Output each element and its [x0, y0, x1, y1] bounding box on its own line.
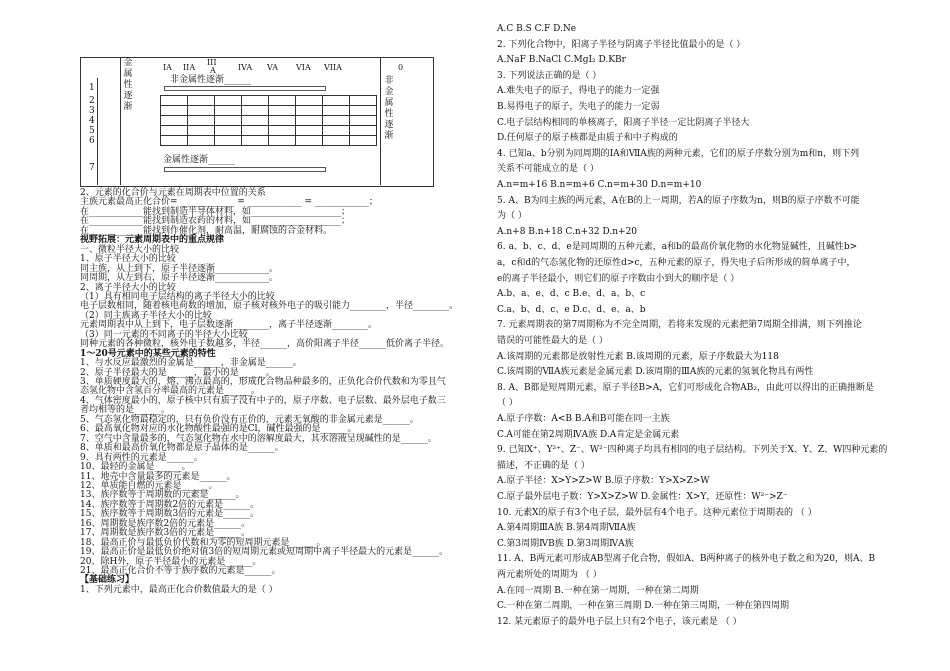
top-arrow-label: 非金属性逐渐______ — [170, 75, 252, 85]
left-line: 11、地壳中含量最多的元素是______。 — [80, 471, 236, 482]
left-line: 9、具有两性的元素是______。 — [80, 452, 203, 463]
right-line: 5. A、B为同主族的两元素，A在B的上一周期，若A的原子序数为n，则B的原子序数不可能 — [497, 195, 860, 206]
right-line: C.该周期的ⅦA族元素是金属元素 D.该周期的ⅢA族的元素的氢氧化物具有两性 — [497, 367, 814, 378]
right-line: 4. 已知a、b分别为同周期的ⅠA和ⅦA族的两种元素，它们的原子序数分别为m和n，则下列 — [497, 148, 860, 159]
right-line: A.n=m+16 B.n=m+6 C.n=m+30 D.n=m+10 — [497, 180, 702, 190]
left-line: 15、族序数等于周期数3倍的元素是______。 — [80, 509, 260, 520]
left-line: 在____________能找到作催化剂，耐高温，耐腐蚀的合金材料。 — [80, 225, 333, 236]
right-line: 10. 元素X的原子有3个电子层，最外层有4个电子。这种元素位于周期表的 （ ） — [497, 507, 817, 518]
left-line: 视野拓展：元素周期表中的重点规律 — [80, 235, 225, 246]
right-line: 7. 元素周期表的第7周期称为不完全周期，若将来发现的元素把第7周期全排满，则下列推论 — [497, 320, 862, 331]
left-line: 10、最轻的金属是______。 — [80, 462, 191, 473]
group-label-VA: VA — [267, 63, 279, 72]
right-line: 11. A、B两元素可形成AB型离子化合物，假如A、B两种离子的核外电子数之和为20，则A、B — [497, 554, 876, 565]
right-line: 12. 某元素原子的最外电子层上只有2个电子，该元素是 （ ） — [497, 616, 742, 627]
left-line: 8、单质和最高价氧化物都是原子晶体的是______。 — [80, 443, 284, 454]
right-line: A.第4周期ⅢA族 B.第4周期ⅦA族 — [497, 523, 636, 534]
left-line: （1）具有相同电子层结构的离子半径大小的比较 — [80, 291, 275, 302]
left-line: 在____________能找到制造农药的材料，如____________________； — [80, 216, 351, 227]
period-2: 2 — [89, 96, 95, 106]
right-line: 两元素所处的周期为 （ ） — [497, 570, 602, 580]
left-line: 电子层数相同，随着核电荷数的增加，原子核对核外电子的吸引能力________，半径________。 — [80, 301, 459, 312]
left-line: 2、原子半径最大的是______，最小的是______。 — [80, 367, 275, 378]
left-line: 21、最高正化合价不等于族序数的元素是______。 — [80, 566, 281, 576]
left-line: 13、族序数等于周期数的元素是______。 — [80, 490, 245, 501]
right-line: 6. a、b、c、d、e是同周期的五种元素，a和b的最高价氧化物的水化物显碱性，且碱性b> — [497, 242, 858, 253]
right-line: A.C B.S C.F D.Ne — [497, 24, 577, 34]
left-line: 元素周期表中从上到下，电子层数逐渐________，离子半径逐渐________。 — [80, 320, 378, 331]
right-line: C.A可能在第2周期ⅣA族 D.A肯定是金属元素 — [497, 429, 680, 440]
right-line: 关系不可能成立的是（ ） — [497, 164, 599, 175]
left-line: 7、空气中含量最多的，气态氢化物在水中的溶解度最大，其水溶液呈现碱性的是______。 — [80, 433, 437, 444]
right-line: D.任何原子的原子核都是由质子和中子构成的 — [497, 133, 678, 144]
left-line: 1～20号元素中的某些元素的特性 — [80, 348, 216, 359]
right-line: e的离子半径最小，则它们的原子序数由小到大的顺序是（ ） — [497, 273, 740, 284]
right-line: a，c和d的气态氢化物的还原性d>c，五种元素的原子，得失电子后所形成的简单离子中， — [497, 258, 856, 268]
group-label-0: 0 — [398, 63, 404, 72]
group-label-VIIA: VIIA — [324, 63, 342, 72]
period-4: 4 — [89, 116, 95, 126]
left-line: 17、周期数是族序数3倍的元素是______。 — [80, 528, 251, 539]
right-line: A.原子序数：A<B B.A和B可能在同一主族 — [497, 414, 670, 424]
left-line: 者均相等的是______。 — [80, 405, 171, 416]
right-line: C.电子层结构相同的单核离子，阳离子半径一定比阴离子半径大 — [497, 117, 750, 128]
left-line: 4、气体密度最小的，原子核中只有质子没有中子的，原子序数、电子层数、最外层电子数三 — [80, 395, 446, 406]
right-line: 错误的可能性最大的是（ ） — [497, 336, 608, 346]
left-line: 1、原子半径大小的比较 — [80, 254, 176, 265]
left-line: 同周期，从左到右，原子半径逐渐____________。 — [80, 273, 279, 284]
left-line: 【基础练习】 — [80, 575, 135, 586]
right-line: 3. 下列说法正确的是（ ） — [497, 70, 602, 81]
period-1: 1 — [89, 83, 95, 93]
left-line: 同种元素的各种微粒，核外电子数越多，半径______，高价阳离子半径______低价离子半径。 — [80, 339, 450, 350]
left-line: 14、族序数等于周期数2倍的元素是______。 — [80, 499, 260, 510]
right-line: 8. A、B都是短周期元素，原子半径B>A，它们可形成化合物AB₂，由此可以得出的正确推断是 — [497, 382, 874, 393]
right-line: A.在同一周期 B.一种在第一周期，一种在第二周期 — [497, 585, 699, 596]
left-line: 20、除H外，原子半径最小的元素是______。 — [80, 556, 262, 567]
period-column-divider — [97, 78, 98, 185]
group-label-IIIA-bottom: A — [210, 66, 216, 75]
element-grid — [160, 95, 377, 146]
table-divider-right — [380, 57, 381, 185]
left-line: 3、单质硬度最大的，熔、沸点最高的，形成化合物品种最多的，正负化合价代数和为零且气 — [80, 377, 446, 387]
right-line: 为（ ） — [497, 211, 527, 222]
period-3: 3 — [89, 106, 95, 116]
metallic-trend-label: 金 属 性 逐 渐 — [123, 58, 133, 112]
left-line: 2、离子半径大小的比较 — [80, 282, 176, 293]
right-line: C.原子最外层电子数：Y>X>Z>W D.金属性：X>Y，还原性：W²⁻>Z⁻ — [497, 492, 788, 502]
right-line: A.该周期的元素都是放射性元素 B.该周期的元素，原子序数最大为118 — [497, 351, 779, 362]
right-line: 描述，不正确的是（ ） — [497, 460, 590, 471]
period-7: 7 — [89, 163, 95, 173]
right-line: A.原子半径：X>Y>Z>W B.原子序数：Y>X>Z>W — [497, 476, 710, 487]
right-line: A.难失电子的原子，得电子的能力一定强 — [497, 86, 660, 97]
left-line: 6、最高氧化物对应的水化物酸性最强的是Cl，碱性最强的是______。 — [80, 424, 357, 435]
left-line: 一、微粒半径大小的比较 — [80, 244, 180, 255]
left-line: 主族元素最高正化合价= ____________ = ____________ = ____________； — [80, 197, 378, 208]
period-5: 5 — [89, 126, 95, 136]
nonmetallic-trend-label: 非 金 属 性 逐 渐 — [384, 76, 394, 141]
left-line: 同主族，从上到下，原子半径逐渐____________。 — [80, 263, 279, 274]
right-line: C.一种在第二周期，一种在第三周期 D.一种在第三周期，一种在第四周期 — [497, 601, 790, 612]
right-line: A.NaF B.NaCl C.MgI₂ D.KBr — [497, 55, 626, 66]
period-6: 6 — [89, 136, 95, 146]
left-line: 19、最高正价是最低负价绝对值3倍的短周期元素或短周期中离子半径最大的元素是______。 — [80, 547, 449, 558]
right-line: 9. 已知X⁺、Y²⁺、Z⁻、W²⁻四种离子均具有相同的电子层结构。下列关于X、Y、Z、W四种元素的 — [497, 445, 888, 456]
right-line: A.b、a、e、d、c B.e、d、a、b、c — [497, 289, 646, 300]
group-label-IIA: IIA — [183, 63, 196, 72]
group-label-IA: IA — [163, 63, 172, 72]
right-line: （ ） — [497, 398, 518, 409]
right-line: C.第3周期ⅣB族 D.第3周期ⅣA族 — [497, 538, 634, 549]
bottom-arrow-label: 金属性逐渐______ — [163, 155, 236, 165]
right-line: 2. 下列化合物中，阳离子半径与阴离子半径比值最小的是（ ） — [497, 39, 746, 50]
left-line: 12、单质能自燃的元素是______。 — [80, 480, 218, 491]
left-line: 1、下列元素中，最高正化合价数值最大的是（ ） — [80, 584, 278, 595]
left-line: 态氢化物中含氢百分率最高的元素是______。 — [80, 386, 261, 397]
right-line: A.n+8 B.n+18 C.n+32 D.n+20 — [497, 226, 638, 237]
left-line: 16、周期数是族序数2倍的元素是______。 — [80, 518, 251, 529]
left-line: 在____________能找到制造半导体材料，如____________________； — [80, 206, 351, 217]
left-line: （2）同主族离子半径大小的比较 — [80, 310, 212, 321]
bottom-trend-arrow — [164, 167, 326, 172]
left-line: 2、元素的化合价与元素在周期表中位置的关系 — [80, 188, 266, 198]
right-line: B.易得电子的原子，失电子的能力一定弱 — [497, 102, 660, 112]
right-line: C.a、b、d、c、e D.c、d、e、a、b — [497, 304, 646, 315]
group-label-IVA: IVA — [238, 63, 253, 72]
left-line: 1、与水反应最激烈的金属是______，非金属是______。 — [80, 358, 302, 369]
group-label-VIA: VIA — [296, 63, 311, 72]
table-divider-left — [120, 57, 121, 185]
top-trend-arrow — [164, 86, 326, 91]
left-line: 18、最高正价与最低负价代数和为零的短周期元素是______。 — [80, 537, 326, 548]
left-line: （3）同一元素的不同离子的半径大小比较 — [80, 329, 248, 340]
left-line: 5、气态氢化物最稳定的，只有负价没有正价的，元素无氧酸的非金属元素是______。 — [80, 414, 419, 425]
group-label-IIIA-top: III — [207, 58, 217, 67]
